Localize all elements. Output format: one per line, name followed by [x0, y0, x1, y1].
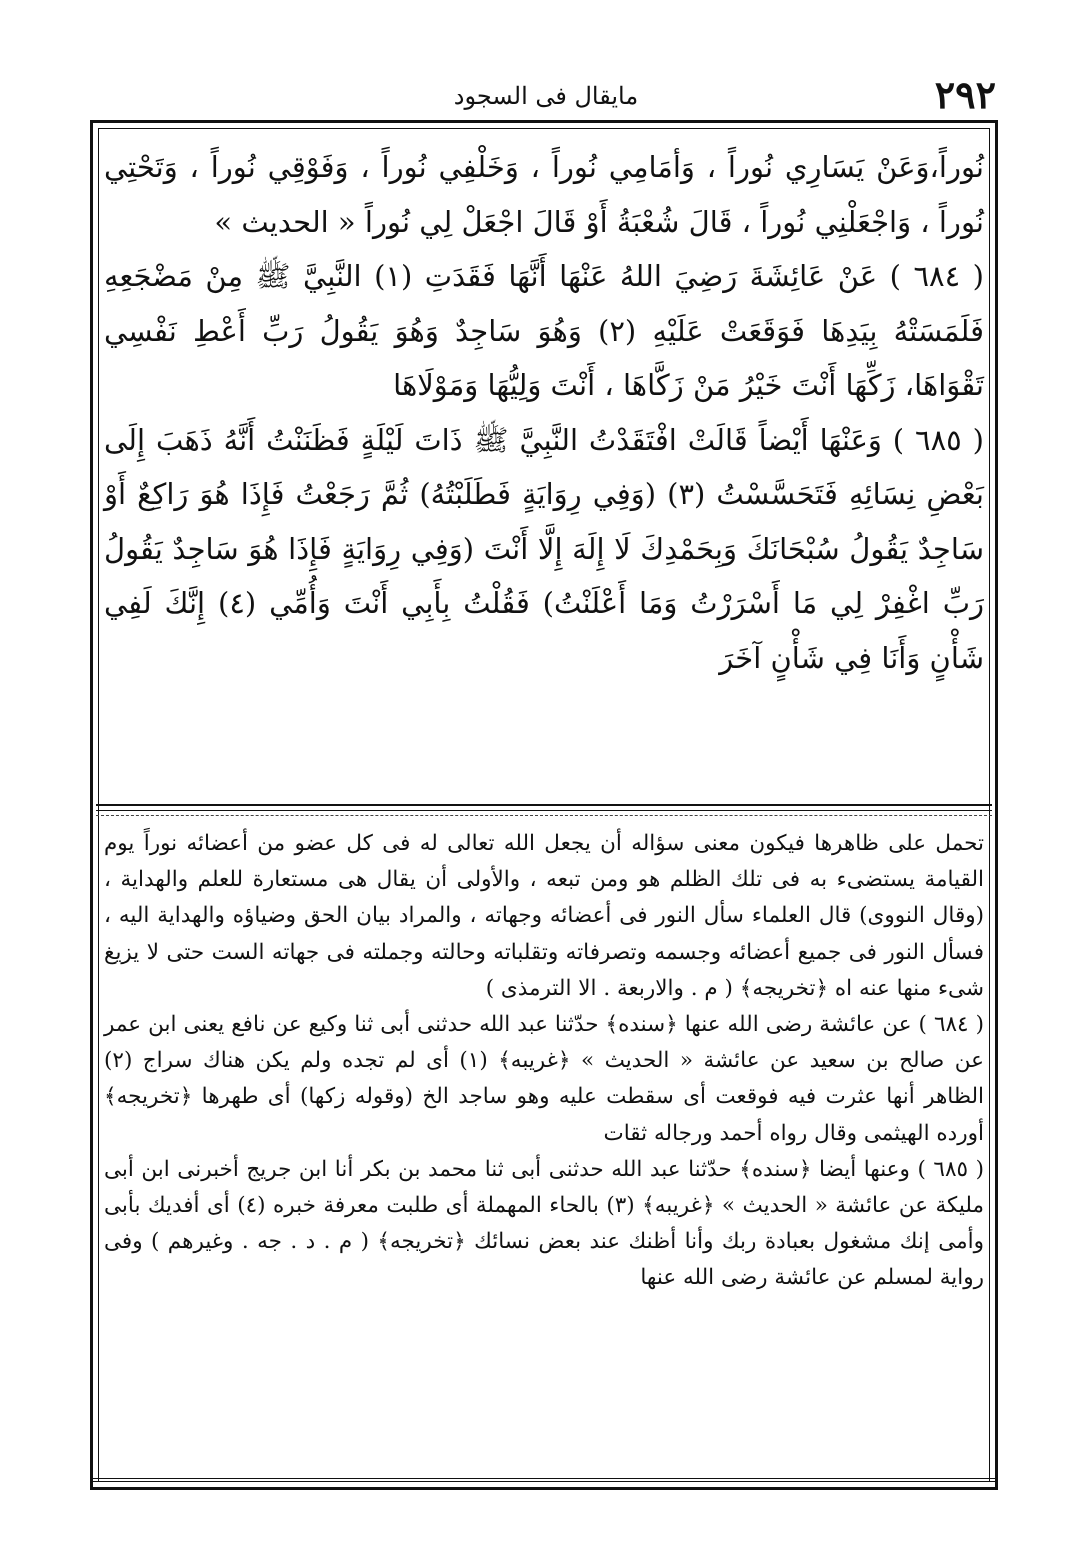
section-divider-thin	[96, 810, 992, 811]
note-paragraph-684: ( ٦٨٤ ) عن عائشة رضى الله عنها ﴿سنده﴾ حدّثنا عبد الله حدثنى أبى ثنا وكيع عن نافع يعنى ابن عمر عن صالح بن سعيد عن عائشة « الحديث » ﴿غريبه﴾ (١) أى لم تجده ولم يكن هناك سراج (٢) الظاهر أنها عثرت فيه فوقعت أى سقطت عليه وهو ساجد الخ (وقوله زكها) أى طهرها ﴿تخريجه﴾ أورده الهيثمى وقال رواه أحمد ورجاله ثقات	[104, 1012, 984, 1146]
note-paragraph-685: ( ٦٨٥ ) وعنها أيضا ﴿سنده﴾ حدّثنا عبد الله حدثنى أبى ثنا محمد بن بكر أنا ابن جريج أخبرنى ابن أبى مليكة عن عائشة « الحديث » ﴿غريبه﴾ (٣) بالحاء المهملة أى طلبت معرفة خبره (٤) أى أفديك بأبى وأمى إنك مشغول بعبادة ربك وأنا أظنك عند بعض نسائك ﴿تخريجه﴾ ( م . د . جه . وغيرهم ) وفى رواية لمسلم عن عائشة رضى الله عنها	[104, 1156, 984, 1291]
running-head	[96, 70, 996, 122]
section-divider	[96, 804, 992, 806]
hadith-paragraph-685: ( ٦٨٥ ) وَعَنْهَا أَيْضاً قَالَتْ افْتَقَدْتُ النَّبِيَّ ﷺ ذَاتَ لَيْلَةٍ فَظَنَنْتُ أَنَّهُ ذَهَبَ إِلَى بَعْضِ نِسَائِهِ فَتَحَسَّسْتُ (٣) (وَفِي رِوَايَةٍ فَطَلَبْتُهُ) ثُمَّ رَجَعْتُ فَإِذَا هُوَ رَاكِعٌ أَوْ سَاجِدٌ يَقُولُ سُبْحَانَكَ وَبِحَمْدِكَ لَا إِلَهَ إِلَّا أَنْتَ (وَفِي رِوَايَةٍ فَإِذَا هُوَ سَاجِدٌ يَقُولُ رَبِّ اغْفِرْ لِي مَا أَسْرَرْتُ وَمَا أَعْلَنْتُ) فَقُلْتُ بِأَبِي أَنْتَ وَأُمِّي (٤) إِنَّكَ لَفِي شَأْنٍ وَأَنَا فِي شَأْنٍ آخَرَ	[104, 422, 985, 675]
bottom-rule	[90, 1478, 998, 1482]
section-divider-dashed	[96, 815, 992, 816]
commentary-notes	[104, 826, 984, 1476]
hadith-text	[104, 140, 984, 780]
hadith-paragraph-684: ( ٦٨٤ ) عَنْ عَائِشَةَ رَضِيَ اللهُ عَنْهَا أَنَّهَا فَقَدَتِ (١) النَّبِيَّ ﷺ مِنْ مَضْجَعِهِ فَلَمَسَتْهُ بِيَدِهَا فَوَقَعَتْ عَلَيْهِ (٢) وَهُوَ سَاجِدٌ وَهُوَ يَقُولُ رَبِّ أَعْطِ نَفْسِي تَقْوَاهَا، زَكِّهَا أَنْتَ خَيْرُ مَنْ زَكَّاهَا ، أَنْتَ وَلِيُّهَا وَمَوْلَاهَا	[104, 259, 984, 402]
chapter-title: مايقال فى السجود	[453, 82, 639, 110]
hadith-paragraph-1: نُوراً،وَعَنْ يَسَارِي نُوراً ، وَأمَامِي نُوراً ، وَخَلْفِي نُوراً ، وَفَوْقِي نُوراً ، وَتَحْتِي نُوراً ، وَاجْعَلْنِي نُوراً ، قَالَ شُعْبَةُ أَوْ قَالَ اجْعَلْ لِي نُوراً « الحديث »	[104, 150, 984, 239]
page-number: ٢٩٢	[934, 72, 996, 117]
note-paragraph-1: تحمل على ظاهرها فيكون معنى سؤاله أن يجعل الله تعالى له فى كل عضو من أعضائه نوراً يوم القيامة يستضىء به فى تلك الظلم هو ومن تبعه ، والأولى أن يقال هى مستعارة للعلم والهداية ، (وقال النووى) قال العلماء سأل النور فى أعضائه وجهاته ، والمراد بيان الحق وضياؤه والهداية اليه ، فسأل النور فى جميع أعضائه وجسمه وتصرفاته وتقلباته وحالته وجملته فى جهاته الست حتى لا يزيغ شىء منها عنه اه ﴿تخريجه﴾ ( م . والاربعة . الا الترمذى )	[104, 831, 985, 1001]
